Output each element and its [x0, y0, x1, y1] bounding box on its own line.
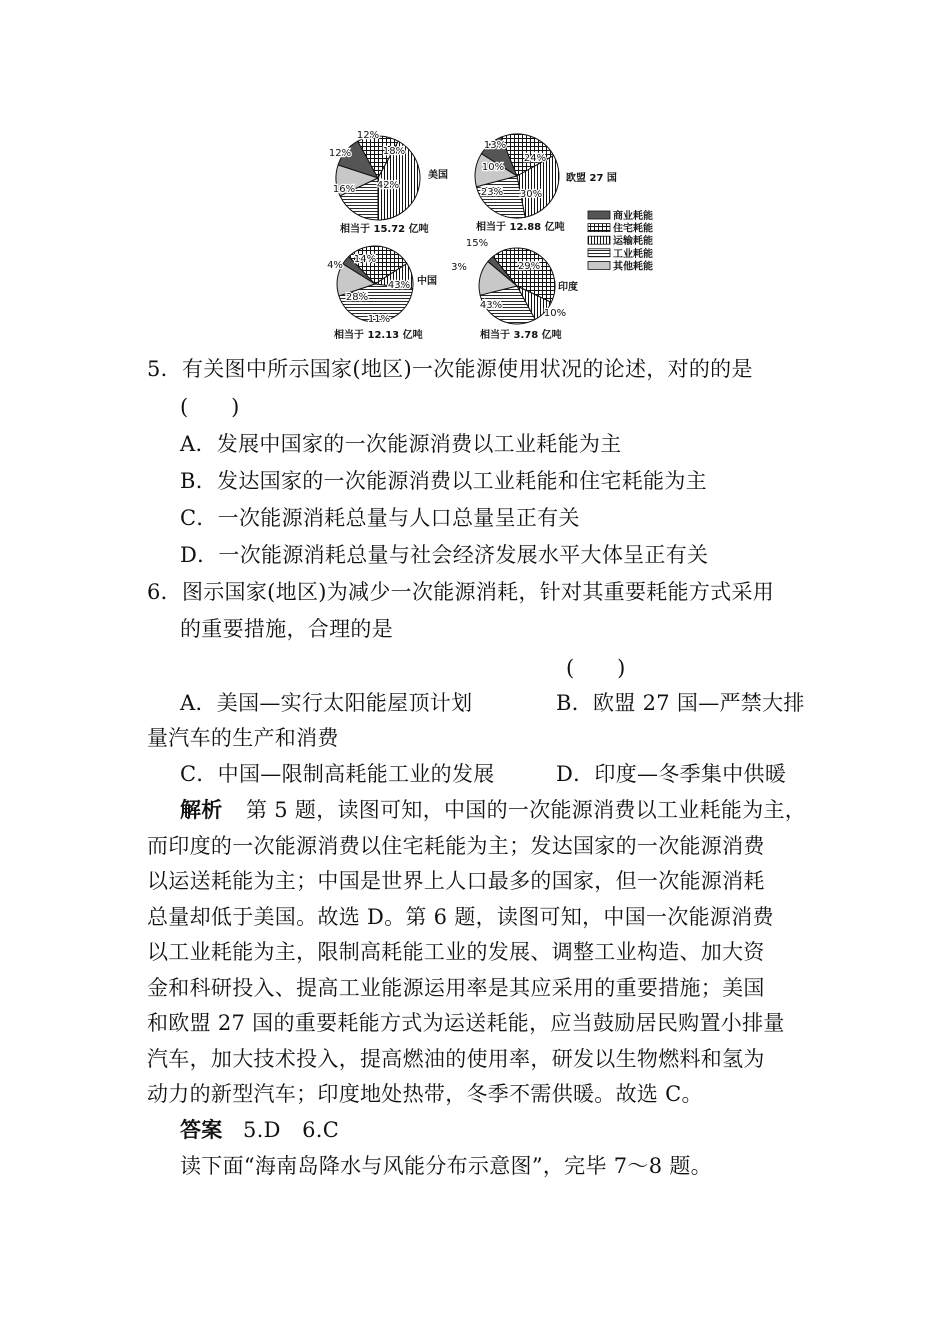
legend-swatch [588, 249, 610, 257]
q5-option-a: A．发展中国家的一次能源消费以工业耗能为主 [180, 432, 622, 456]
legend-swatch [588, 236, 610, 244]
q6-option-b-cont: 量汽车的生产和消费 [147, 726, 339, 750]
analysis-line: 和欧盟 27 国的重要耗能方式为运送耗能，应当鼓励居民购置小排量 [147, 1011, 785, 1035]
slice-label: 10% [481, 162, 505, 173]
analysis-line: 金和科研投入、提高工业能源运用率是其应采用的重要措施；美国 [147, 976, 765, 1000]
q6-option-d: D．印度—冬季集中供暖 [556, 762, 787, 786]
q6-option-a: A．美国—实行太阳能屋顶计划 [180, 691, 473, 715]
slice-label: 43% [479, 300, 503, 311]
legend-swatch [588, 211, 610, 219]
slice-label: 24% [523, 153, 547, 164]
analysis-line: 汽车，加大技术投入，提高燃油的使用率，研发以生物燃料和氢为 [147, 1047, 765, 1071]
legend-label: 住宅耗能 [613, 223, 653, 235]
slice-label: 3% [451, 262, 467, 273]
q6-stem-line2: 的重要措施，合理的是 [180, 617, 393, 641]
slice-label: 16% [332, 184, 356, 195]
slice-label: 13% [483, 140, 507, 151]
answer-text: 5.D 6.C [243, 1118, 340, 1142]
analysis-line: 动力的新型汽车；印度地处热带，冬季不需供暖。故选 C。 [147, 1082, 703, 1106]
analysis-line: 以工业耗能为主，限制高耗能工业的发展、调整工业构造、加大资 [147, 940, 765, 964]
analysis-line: 以运送耗能为主；中国是世界上人口最多的国家，但一次能源消耗 [147, 869, 765, 893]
slice-label: 43% [387, 280, 411, 291]
slice-label: 15% [465, 238, 489, 249]
q5-bracket: ( ) [180, 395, 240, 419]
analysis-label: 解析 [180, 797, 223, 822]
region-label: 美国 [428, 170, 448, 181]
q5-stem: 5．有关图中所示国家(地区)一次能源使用状况的论述，对的的是 [147, 357, 753, 381]
answer-label: 答案 [180, 1117, 223, 1142]
region-label: 印度 [558, 282, 578, 293]
slice-label: 12% [356, 130, 380, 141]
total-label: 相当于 12.88 亿吨 [476, 222, 565, 233]
legend-swatch [588, 261, 610, 269]
slice-label: 23% [480, 187, 504, 198]
slice-label: 29% [517, 261, 541, 272]
legend-label: 其他耗能 [613, 261, 653, 273]
slice-label: 30% [519, 189, 543, 200]
pie-chart-svg [327, 118, 680, 350]
slice-label: 42% [376, 180, 400, 191]
slice-label: 10% [543, 308, 567, 319]
energy-pie-charts [327, 118, 680, 350]
q5-option-c: C．一次能源消耗总量与人口总量呈正有关 [180, 506, 580, 530]
region-label: 中国 [417, 276, 437, 287]
region-label: 欧盟 27 国 [566, 173, 617, 184]
legend-label: 运输耗能 [613, 236, 653, 248]
slice-label: 18% [382, 146, 406, 157]
total-label: 相当于 12.13 亿吨 [334, 330, 423, 341]
total-label: 相当于 3.78 亿吨 [480, 330, 562, 341]
q5-option-b: B．发达国家的一次能源消费以工业耗能和住宅耗能为主 [180, 469, 707, 493]
total-label: 相当于 15.72 亿吨 [340, 224, 429, 235]
slice-label: 11% [367, 314, 391, 325]
slice-label: 12% [328, 148, 352, 159]
legend-swatch [588, 224, 610, 232]
legend-label: 商业耗能 [613, 211, 653, 222]
q6-option-c: C．中国—限制高耗能工业的发展 [180, 762, 495, 786]
q5-option-d: D．一次能源消耗总量与社会经济发展水平大体呈正有关 [180, 543, 709, 567]
q6-stem-line1: 6．图示国家(地区)为减少一次能源消耗，针对其重要耗能方式采用 [147, 580, 775, 604]
legend-label: 工业耗能 [613, 248, 653, 260]
analysis-line: 总量却低于美国。故选 D。第 6 题，读图可知，中国一次能源消费 [147, 905, 774, 929]
q6-bracket: ( ) [566, 656, 626, 680]
analysis-line: 而印度的一次能源消费以住宅耗能为主；发达国家的一次能源消费 [147, 834, 765, 858]
analysis-line: 第 5 题，读图可知，中国的一次能源消费以工业耗能为主， [246, 798, 807, 822]
next-question-intro: 读下面“海南岛降水与风能分布示意图”，完毕 7～8 题。 [180, 1154, 712, 1178]
slice-label: 14% [353, 254, 377, 265]
slice-label: 28% [345, 292, 369, 303]
slice-label: 4% [327, 260, 343, 271]
q6-option-b: B．欧盟 27 国—严禁大排 [556, 691, 805, 715]
